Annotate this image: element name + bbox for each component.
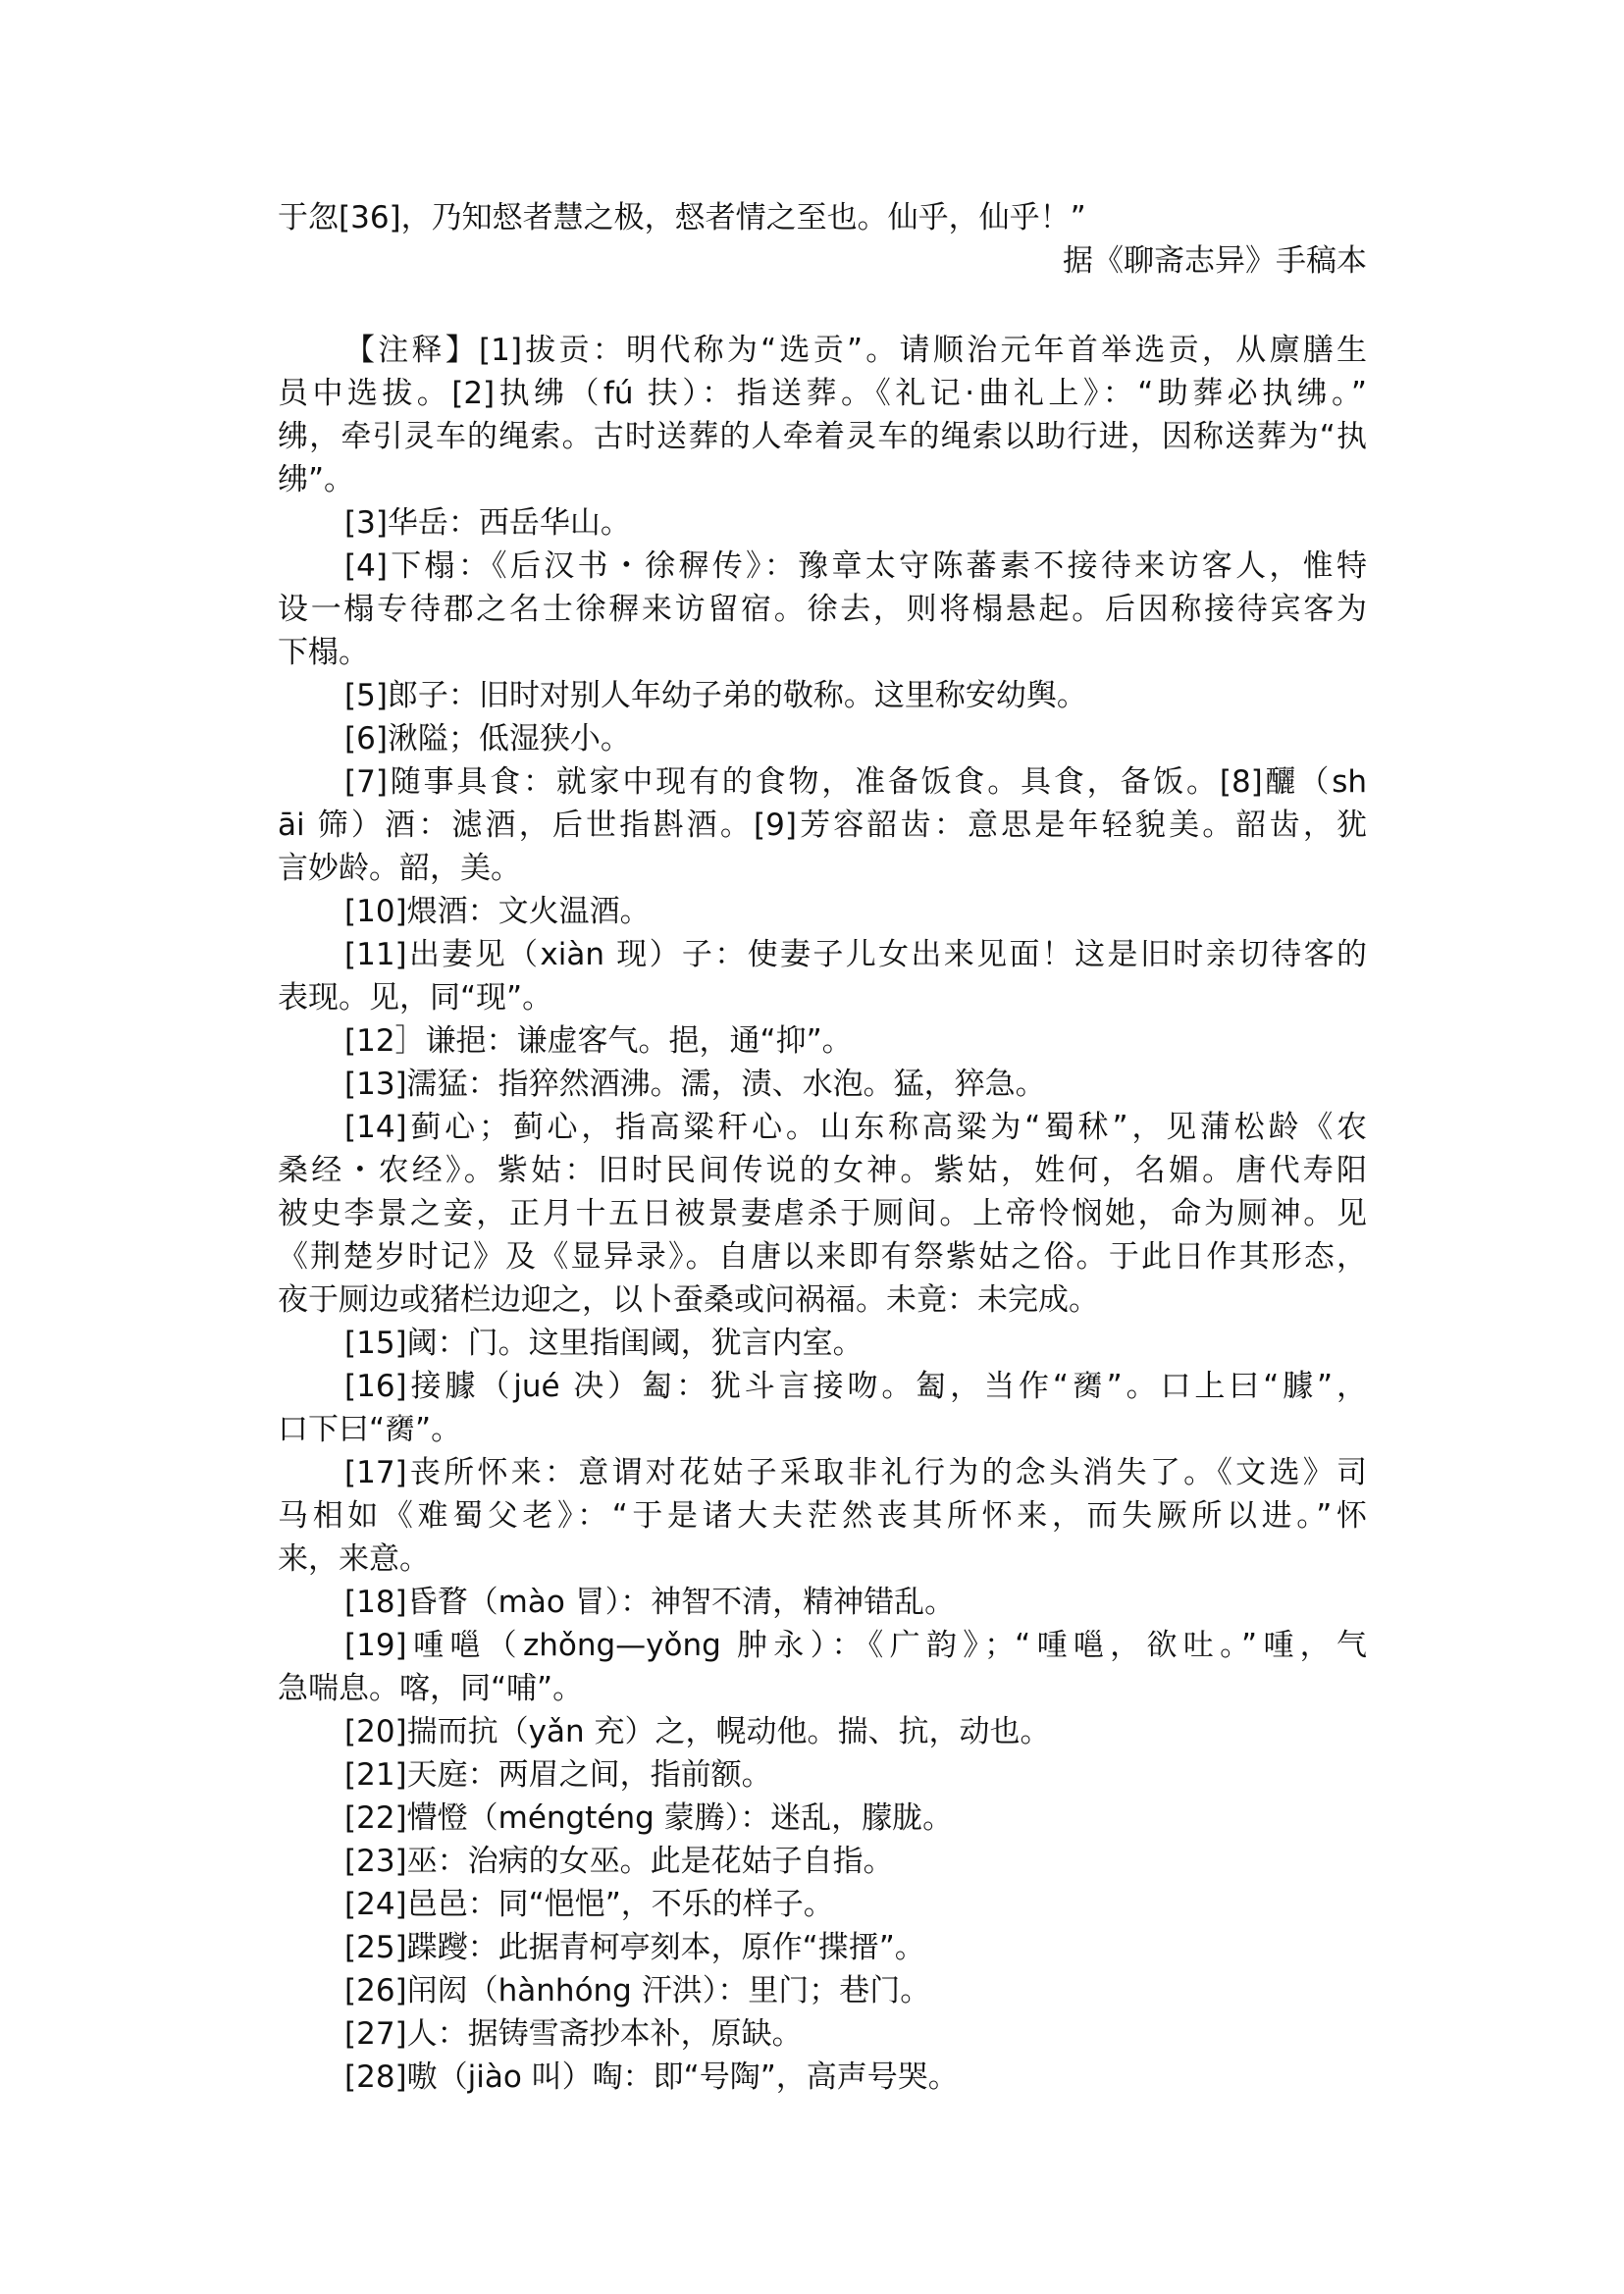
note-line: [7]随事具食：就家中现有的食物，准备饭食。具食，备饭。[8]釃（sh — [344, 764, 1367, 800]
note-line: [16]接臄（jué 决）㔩：犹斗言接吻。㔩，当作“𦡈”。口上曰“臄”， — [344, 1369, 1367, 1404]
note-line: [23]巫：治病的女巫。此是花姑子自指。 — [344, 1844, 894, 1879]
note-line: [14]蓟心；蓟心，指高粱秆心。山东称高粱为“蜀秫”，见蒲松龄《农 — [344, 1110, 1367, 1145]
note-line: [3]华岳：西岳华山。 — [344, 505, 631, 541]
note-line: [26]闬闳（hànhóng 汗洪）：里门；巷门。 — [344, 1973, 931, 2008]
note-line: [25]蹀躞：此据青柯亭刻本，原作“揲搢”。 — [344, 1930, 925, 1965]
note-line: [13]濡猛：指猝然酒沸。濡，渍、水泡。猛，猝急。 — [344, 1067, 1046, 1102]
source-note: 据《聊斋志异》手稿本 — [1063, 243, 1367, 279]
paragraph-gap — [278, 283, 1367, 329]
document-page — [278, 196, 1367, 2099]
note-line: 被史李景之妾，正月十五日被景妻虐杀于厕间。上帝怜悯她，命为厕神。见 — [278, 1196, 1367, 1231]
note-line: [15]阈：门。这里指闺阈，犹言内室。 — [344, 1326, 864, 1361]
note-line: [22]懵憕（méngténg 蒙腾）：迷乱，朦胧。 — [344, 1800, 954, 1836]
note-line: 表现。见，同“现”。 — [278, 980, 553, 1016]
note-line: [5]郎子：旧时对别人年幼子弟的敬称。这里称安幼舆。 — [344, 678, 1087, 713]
note-line: 绋，牵引灵车的绳索。古时送葬的人牵着灵车的绳索以助行进，因称送葬为“执 — [278, 419, 1367, 454]
note-line: 口下曰“𦡈”。 — [278, 1412, 462, 1447]
note-line: [4]下榻：《后汉书・徐稺传》：豫章太守陈蕃素不接待来访客人，惟特 — [344, 548, 1367, 584]
note-line: [27]人：据铸雪斋抄本补，原缺。 — [344, 2016, 803, 2052]
note-line: 下榻。 — [278, 635, 369, 670]
text-top-line: 于忽[36]，乃知惄者慧之极，惄者情之至也。仙乎，仙乎！” — [278, 200, 1086, 235]
note-line: [10]煨酒：文火温酒。 — [344, 894, 651, 929]
note-line: 急喘息。喀，同“哺”。 — [278, 1671, 584, 1706]
note-line: 绋”。 — [278, 462, 355, 497]
note-line: [12］谦挹：谦虚客气。挹，通“抑”。 — [344, 1023, 853, 1059]
note-line: [6]湫隘；低湿狭小。 — [344, 721, 631, 756]
note-line: 桑经・农经》。紫姑：旧时民间传说的女神。紫姑，姓何，名媚。唐代寿阳 — [278, 1153, 1367, 1188]
note-line: 来，来意。 — [278, 1541, 430, 1577]
note-line: 马相如《难蜀父老》：“于是诸大夫茫然丧其所怀来，而失厥所以进。”怀 — [278, 1498, 1367, 1534]
note-line: [28]嗷（jiào 叫）啕：即“号陶”，高声号哭。 — [344, 2059, 959, 2095]
note-line: [18]昏瞀（mào 冒）：神智不清，精神错乱。 — [344, 1585, 956, 1620]
note-line: 《荆楚岁时记》及《显异录》。自唐以来即有祭紫姑之俗。于此日作其形态， — [278, 1239, 1367, 1275]
note-line: 言妙龄。韶，美。 — [278, 851, 521, 886]
note-line: [17]丧所怀来：意谓对花姑子采取非礼行为的念头消失了。《文选》司 — [344, 1455, 1367, 1490]
note-line: 夜于厕边或猪栏边迎之，以卜蚕桑或问祸福。未竟：未完成。 — [278, 1282, 1099, 1318]
note-line: [19]喠嗈（zhǒng—yǒng 肿永）：《广韵》；“喠嗈，欲吐。”喠，气 — [344, 1628, 1367, 1663]
note-line: [11]出妻见（xiàn 现）子：使妻子儿女出来见面！这是旧时亲切待客的 — [344, 937, 1367, 972]
note-line: [20]揣而抗（yǎn 充）之，幌动他。揣、抗，动也。 — [344, 1714, 1051, 1749]
note-line: 员中选拔。[2]执绋（fú 扶）：指送葬。《礼记·曲礼上》：“助葬必执绋。” — [278, 376, 1367, 411]
note-line: [24]邑邑：同“悒悒”，不乐的样子。 — [344, 1887, 834, 1922]
note-line: [21]天庭：两眉之间，指前额。 — [344, 1757, 772, 1793]
note-line: 【注释】[1]拔贡：明代称为“选贡”。请顺治元年首举选贡，从廪膳生 — [344, 333, 1367, 368]
note-line: 设一榻专待郡之名士徐稺来访留宿。徐去，则将榻悬起。后因称接待宾客为 — [278, 592, 1367, 627]
notes-section — [278, 329, 1367, 2099]
note-line: āi 筛）酒：滤酒，后世指斟酒。[9]芳容韶齿：意思是年轻貌美。韶齿，犹 — [278, 808, 1367, 843]
